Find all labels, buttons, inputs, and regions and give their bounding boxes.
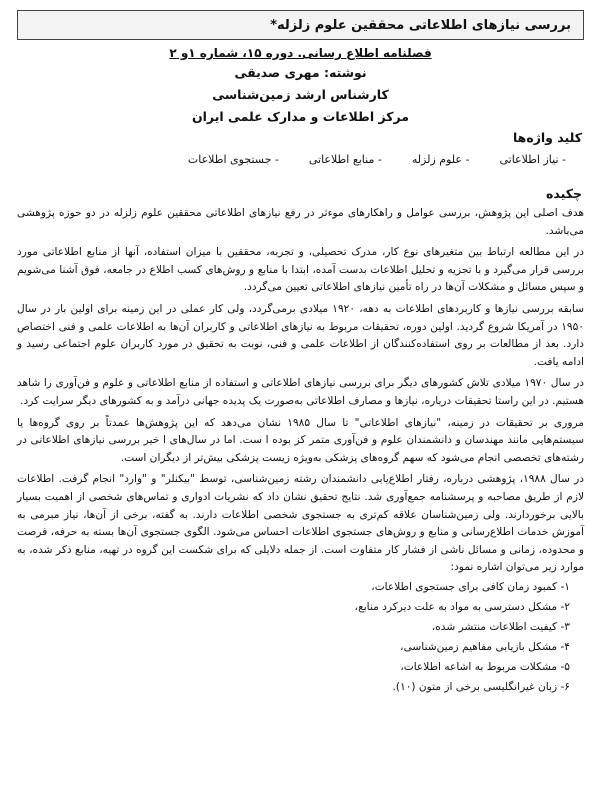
abstract-paragraph: سابقه بررسی نیازها و کاربردهای اطلاعات به دهه، ۱۹۲۰ میلادی برمی‌گردد، ولی کار عملی در این زمینه برای اولین بار در سال ۱۹۵۰ در آمریکا شروع گردید. اولین دوره، تحقیقات مربوط به نیازهای اطلاعاتی و کاربران آن‌ها به اطلاعات علمی و فنی اختصاص دارد. بعد از مطالعات بر روی استفاده‌کنندگان از اطلاعات علمی و فنی، نوبت به تحقیق در مورد کاربران علوم اجتماعی رسید و ادامه یافت. [17, 302, 584, 368]
list-item: ۲- مشکل دسترسی به مواد به علت دیرکرد منابع، [354, 600, 570, 613]
keyword-item: - منابع اطلاعاتی [308, 153, 382, 166]
author-position: کارشناس ارشد زمین‌شناسی [212, 87, 389, 102]
abstract-paragraph: مروری بر تحقیقات در زمینه، "نیازهای اطلاعاتی" تا سال ۱۹۸۵ نشان می‌دهد که این پژوهش‌ها عمدتاً بر روی گروه‌ها یا سیستم‌هایی مانند مهندسان و دانشمندان علوم و فن‌آوری متمر کز بوده ا ست. اما در سال‌های ا خیر بررسی نیازهای اطلاعاتی در رشته‌های تخصصی انجام می‌شود که سهم گروه‌های پزشکی به‌ویژه زیست پزشکی بیش‌تر از دیگران است. [17, 416, 584, 464]
author-byline: نوشته: مهری صدیقی [234, 65, 367, 80]
list-item: ۱- کمبود زمان کافی برای جستجوی اطلاعات، [371, 580, 570, 593]
abstract-paragraph: هدف اصلی این پژوهش، بررسی عوامل و راهکارهای موءثر در رفع نیازهای اطلاعاتی محققین علوم زلزله در دو حوزه پژوهشی می‌باشد. [17, 207, 584, 237]
keyword-item: - جستجوی اطلاعات [187, 153, 279, 166]
list-item: ۴- مشکل بازیابی مفاهیم زمین‌شناسی، [400, 640, 570, 653]
list-item: ۳- کیفیت اطلاعات منتشر شده، [431, 620, 570, 633]
journal-citation [17, 46, 584, 60]
keyword-item: - نیاز اطلاعاتی [499, 153, 566, 166]
abstract-heading: چکیده [546, 186, 582, 201]
abstract-paragraph: در این مطالعه ارتباط بین متغیرهای نوع کار، مدرک تحصیلی، و تجربه، محققین با میزان استفاده، آنها از منابع اطلاعاتی مورد بررسی قرار می‌گیرد و با تجزیه و تحلیل اطلاعات بدست آمده، ابتدا با منابع و روش‌های کسب اطلاع در جامعه، فوق آشنا می‌شویم و سپس مسائل و مشکلات آن‌ها در راه تأمین نیازهای اطلاعاتی تعیین می‌گردد. [17, 246, 584, 294]
author-block [17, 62, 584, 128]
abstract-paragraph: در سال ۱۹۸۸، پژوهشی درباره، رفتار اطلاع‌یابی دانشمندان رشته زمین‌شناسی، توسط "بیکنلر" و "وارد" انجام گرفت. اطلاعات لازم از طریق مصاحبه و پرسشنامه جمع‌آوری شد. نتایج تحقیق نشان داد که نشریات ادواری و تماس‌های شخصی از اهمیت بسیار بالایی برخوردارند. ولی زمین‌شناسان علاقه کم‌تری به جستجوی شخصی اطلاعات دارند. به گفته، برخی از آن‌ها، نیاز مبرمی به آموزش خدمات اطلاع‌رسانی و منابع و روش‌های جستجوی اطلاعات احساس می‌شود. الگوی جستجوی آن‌ها بسته به حرفه، فرصت و محدوده، زمانی و مسائل ناشی از فشار کار متفاوت است. از جمله دلایلی که برای شکست این گروه در تهیه، منابع ذکر شده، به موارد زیر می‌توان اشاره نمود: [17, 473, 584, 574]
keywords-list [17, 153, 584, 166]
list-item: ۶- زبان غیرانگلیسی برخی از متون (۱۰). [392, 680, 570, 693]
article-title: بررسی نیازهای اطلاعاتی محققین علوم زلزله* [270, 17, 571, 33]
keywords-heading: کلید واژه‌ها [512, 130, 582, 145]
keyword-item: - علوم زلزله [411, 153, 470, 166]
reasons-list [17, 577, 584, 697]
title-box [17, 10, 584, 40]
journal-citation-text: فصلنامه اطلاع رسانی. دوره ۱۵، شماره ۱و ۲ [169, 46, 432, 60]
list-item: ۵- مشکلات مربوط به اشاعه اطلاعات، [400, 660, 570, 673]
abstract-paragraph: در سال ۱۹۷۰ میلادی تلاش کشورهای دیگر برای بررسی نیازهای اطلاعاتی و استفاده از منابع اطلاعاتی و علوم و فن‌آوری را شاهد هستیم. در این راستا تحقیقات درباره، نیازها و مصارف اطلاعاتی به‌صورت یک پدیده جهانی درآمد و به کشورهای دیگر سرایت کرد. [17, 377, 584, 407]
author-affiliation: مرکز اطلاعات و مدارک علمی ایران [191, 109, 410, 124]
